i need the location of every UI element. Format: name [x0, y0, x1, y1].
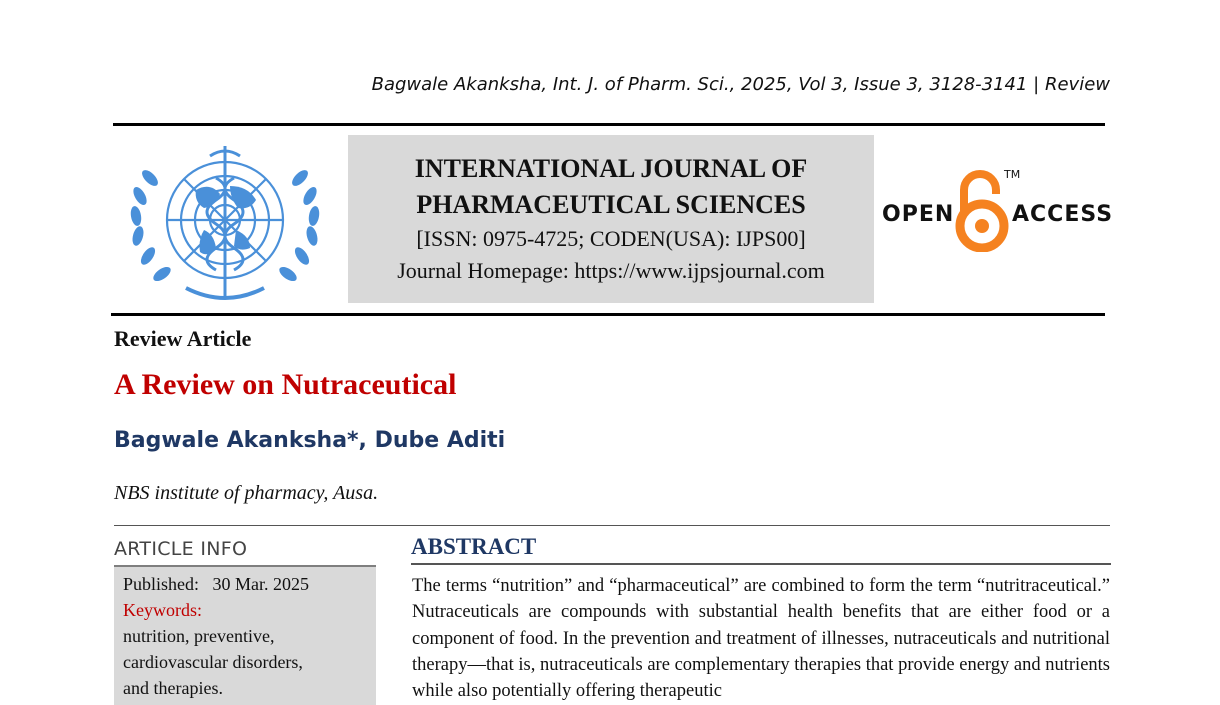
abstract-rule: [411, 563, 1111, 565]
authors: Bagwale Akanksha*, Dube Aditi: [114, 428, 506, 453]
article-type: Review Article: [114, 326, 252, 351]
keywords-line: cardiovascular disorders,: [123, 652, 303, 672]
article-info-heading: ARTICLE INFO: [114, 538, 248, 560]
running-head: Bagwale Akanksha, Int. J. of Pharm. Sci., 2025, Vol 3, Issue 3, 3128-3141 | Review: [371, 74, 1110, 95]
abstract-text: The terms “nutrition” and “pharmaceutical” are combined to form the term “nutritraceutical.” Nutraceuticals are compounds with substantial health benefits that are either food or a component of food. In the prevention and treatment of illnesses, nutraceuticals and nutritional therapy—that is, nutraceuticals are complementary therapies that provide energy and nutrients while also potentially offering therapeutic: [412, 576, 1110, 702]
journal-title-line1: INTERNATIONAL JOURNAL OF: [414, 154, 808, 183]
journal-title-line2: PHARMACEUTICAL SCIENCES: [416, 190, 806, 219]
abstract-heading: ABSTRACT: [411, 534, 537, 559]
keywords-line: nutrition, preventive,: [123, 626, 275, 646]
published-date: 30 Mar. 2025: [212, 574, 310, 594]
top-rule: [113, 123, 1105, 126]
affiliation: NBS institute of pharmacy, Ausa.: [114, 482, 379, 504]
keywords-line: and therapies.: [123, 678, 223, 698]
article-title: A Review on Nutraceutical: [114, 368, 457, 401]
open-lock-icon: [954, 168, 1010, 252]
middle-rule: [111, 313, 1105, 316]
open-access-access-label: ACCESS: [1012, 202, 1114, 227]
open-access-tm: TM: [1004, 168, 1021, 181]
journal-issn: [ISSN: 0975-4725; CODEN(USA): IJPS00]: [416, 226, 806, 251]
un-emblem-icon: [126, 138, 324, 306]
published-label: Published:: [123, 574, 200, 594]
article-info-panel: [114, 565, 376, 705]
journal-banner: [348, 135, 874, 303]
open-access-open-label: OPEN: [882, 202, 955, 227]
published-row: [123, 571, 368, 597]
journal-homepage[interactable]: Journal Homepage: https://www.ijpsjournal.com: [397, 258, 825, 283]
keywords-label: Keywords:: [123, 600, 202, 620]
open-access-logo: [880, 168, 1114, 254]
section-divider: [114, 525, 1110, 526]
